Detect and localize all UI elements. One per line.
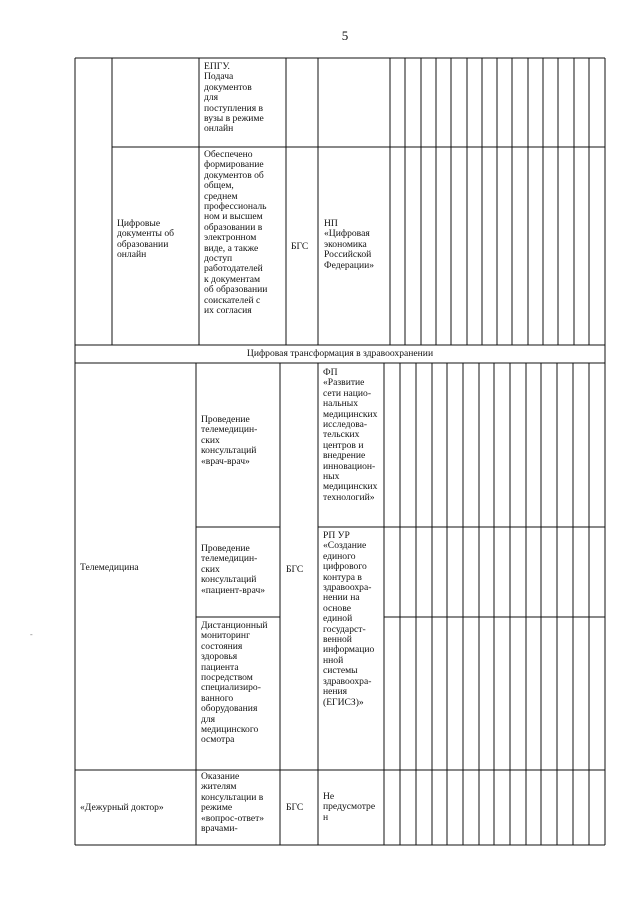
- section-title: Цифровая трансформация в здравоохранении: [246, 348, 434, 359]
- epgu-measure-text: ЕПГУ. Подача документов для поступления в вузы в режиме онлайн: [204, 61, 264, 135]
- margin-mark: -: [30, 630, 33, 639]
- duty-doctor-service-name: «Дежурный доктор»: [80, 802, 164, 813]
- digital-docs-service-name: Цифровые документы об образовании онлайн: [117, 218, 175, 261]
- telemedicine-project-rp: РП УР «Создание единого цифрового контура в здравоохра- нении на основе единой государст- венной информацио нной системы здравоохра- нения (ЕГИСЗ)»: [323, 530, 375, 708]
- digital-docs-measure-text: Обеспечено формирование документов об общем, среднем профессиональ ном и высшем образовании в электронном виде, а также доступ работодателей к документам об образовании соискателей с их согласия: [204, 149, 268, 317]
- page-number: 5: [341, 28, 349, 43]
- telemedicine-measure-patient-doctor: Проведение телемедицин- ских консультаций «пациент-врач»: [201, 543, 266, 596]
- duty-doctor-measure-text: Оказание жителям консультации в режиме «вопрос-ответ» врачами-: [201, 771, 265, 835]
- digital-docs-source: БГС: [291, 241, 309, 252]
- duty-doctor-project: Не предусмотре н: [323, 791, 376, 823]
- telemedicine-source: БГС: [286, 564, 304, 575]
- duty-doctor-source: БГС: [286, 802, 304, 813]
- telemedicine-measure-remote-monitoring: Дистанционный мониторинг состояния здоровья пациента посредством специализиро- ванного оборудования для медицинского осмотра: [201, 620, 268, 746]
- telemedicine-service-name: Телемедицина: [80, 562, 139, 573]
- telemedicine-project-fp: ФП «Развитие сети нацио- нальных медицинских исследова- тельских центров и внедрение инновацион- ных медицинских технологий»: [323, 367, 378, 503]
- telemedicine-measure-doctor-doctor: Проведение телемедицин- ских консультаций «врач-врач»: [201, 414, 258, 467]
- digital-docs-project: НП «Цифровая экономика Российской Федерации»: [324, 218, 375, 271]
